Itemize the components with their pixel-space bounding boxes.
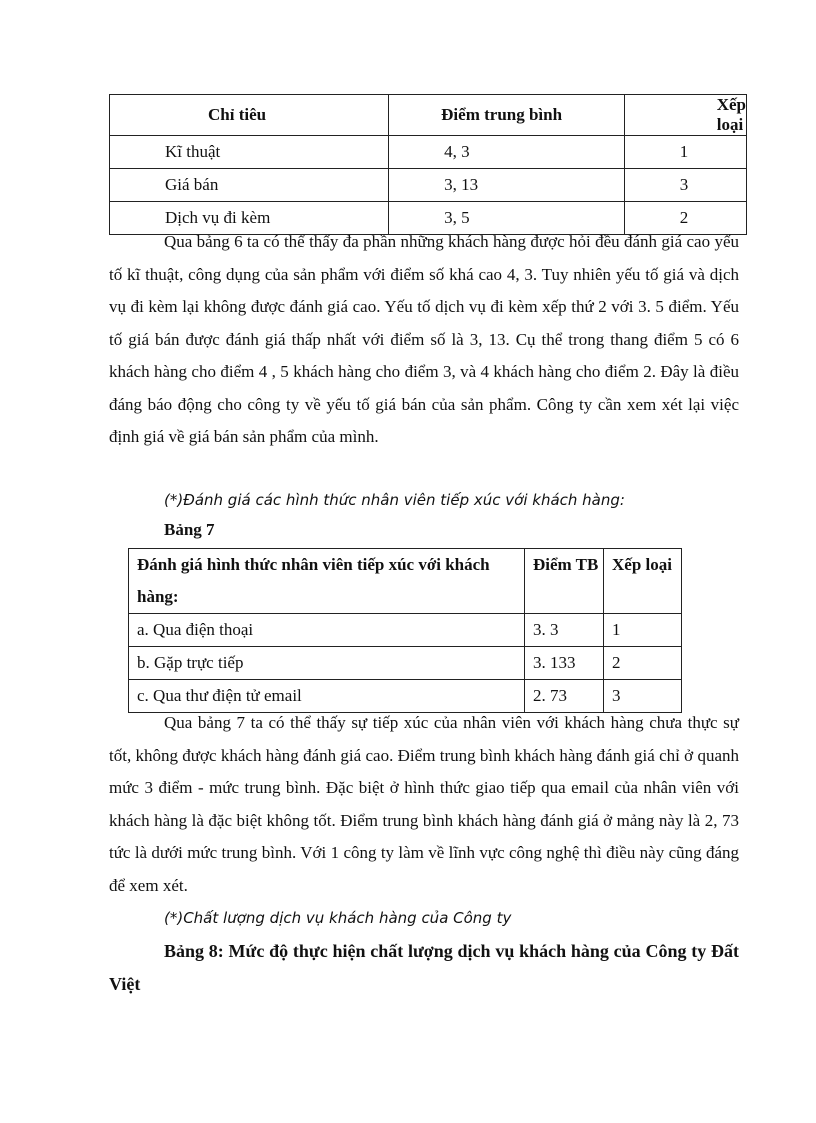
header-cell: Chỉ tiêu [110, 95, 389, 136]
section-heading-staff-contact: (*)Đánh giá các hình thức nhân viên tiếp xúc với khách hàng: [164, 491, 625, 509]
header-cell: Đánh giá hình thức nhân viên tiếp xúc với khách hàng: [129, 549, 525, 614]
table-cell: 3. 133 [525, 647, 604, 680]
table-cell: a. Qua điện thoại [129, 614, 525, 647]
table-cell: 2 [624, 202, 746, 235]
table-cell: 4, 3 [389, 136, 625, 169]
header-cell: Điểm trung bình [389, 95, 625, 136]
table-row [110, 169, 747, 202]
paragraph-table7-analysis: Qua bảng 7 ta có thể thấy sự tiếp xúc của nhân viên với khách hàng chưa thực sự tốt, không được khách hàng đánh giá cao. Điểm trung bình khách hàng đánh giá chỉ ở quanh mức 3 điểm - mức trung bình. Đặc biệt ở hình thức giao tiếp qua email của nhân viên với khách hàng là đặc biệt không tốt. Điểm trung bình khách hàng đánh giá ở mảng này là 2, 73 tức là dưới mức trung bình. Với 1 công ty làm về lĩnh vực công nghệ thì điều này cũng đáng để xem xét. [109, 713, 739, 895]
header-cell: Điểm TB [525, 549, 604, 614]
table-cell: b. Gặp trực tiếp [129, 647, 525, 680]
table-cell: 1 [604, 614, 682, 647]
table-7 [128, 548, 682, 713]
table-cell: Giá bán [110, 169, 389, 202]
table-cell: 3, 13 [389, 169, 625, 202]
table-cell: c. Qua thư điện tử email [129, 680, 525, 713]
table-row [110, 136, 747, 169]
table-cell: 3 [624, 169, 746, 202]
table-cell: Kĩ thuật [110, 136, 389, 169]
paragraph-table6-analysis: Qua bảng 6 ta có thể thấy đa phần những khách hàng được hỏi đều đánh giá cao yếu tố kĩ thuật, công dụng của sản phẩm với điểm số khá cao 4, 3. Tuy nhiên yếu tố giá và dịch vụ đi kèm lại không được đánh giá cao. Yếu tố dịch vụ đi kèm xếp thứ 2 với 3. 5 điểm. Yếu tố giá bán được đánh giá thấp nhất với điểm số là 3, 13. Cụ thể trong thang điểm 5 có 6 khách hàng cho điểm 4 , 5 khách hàng cho điểm 3, và 4 khách hàng cho điểm 2. Đây là điều đáng báo động cho công ty về yếu tố giá bán của sản phẩm. Công ty cần xem xét lại việc định giá về giá bán sản phẩm của mình. [109, 232, 739, 446]
table7-caption: Bảng 7 [164, 520, 215, 539]
table-cell: 2 [604, 647, 682, 680]
header-cell: Xếp loại [604, 549, 682, 614]
table-row [129, 614, 682, 647]
table-cell: 3. 3 [525, 614, 604, 647]
table-cell: Dịch vụ đi kèm [110, 202, 389, 235]
table-header-row [129, 549, 682, 614]
table-cell: 2. 73 [525, 680, 604, 713]
table-row [129, 647, 682, 680]
table-cell: 1 [624, 136, 746, 169]
section-heading-service-quality: (*)Chất lượng dịch vụ khách hàng của Công ty [164, 909, 512, 927]
table-cell: 3, 5 [389, 202, 625, 235]
table-6 [109, 94, 747, 235]
table8-caption: Bảng 8: Mức độ thực hiện chất lượng dịch vụ khách hàng của Công ty Đất Việt [109, 941, 739, 994]
header-cell: Xếp loại [624, 95, 746, 136]
table-cell: 3 [604, 680, 682, 713]
table-header-row [110, 95, 747, 136]
